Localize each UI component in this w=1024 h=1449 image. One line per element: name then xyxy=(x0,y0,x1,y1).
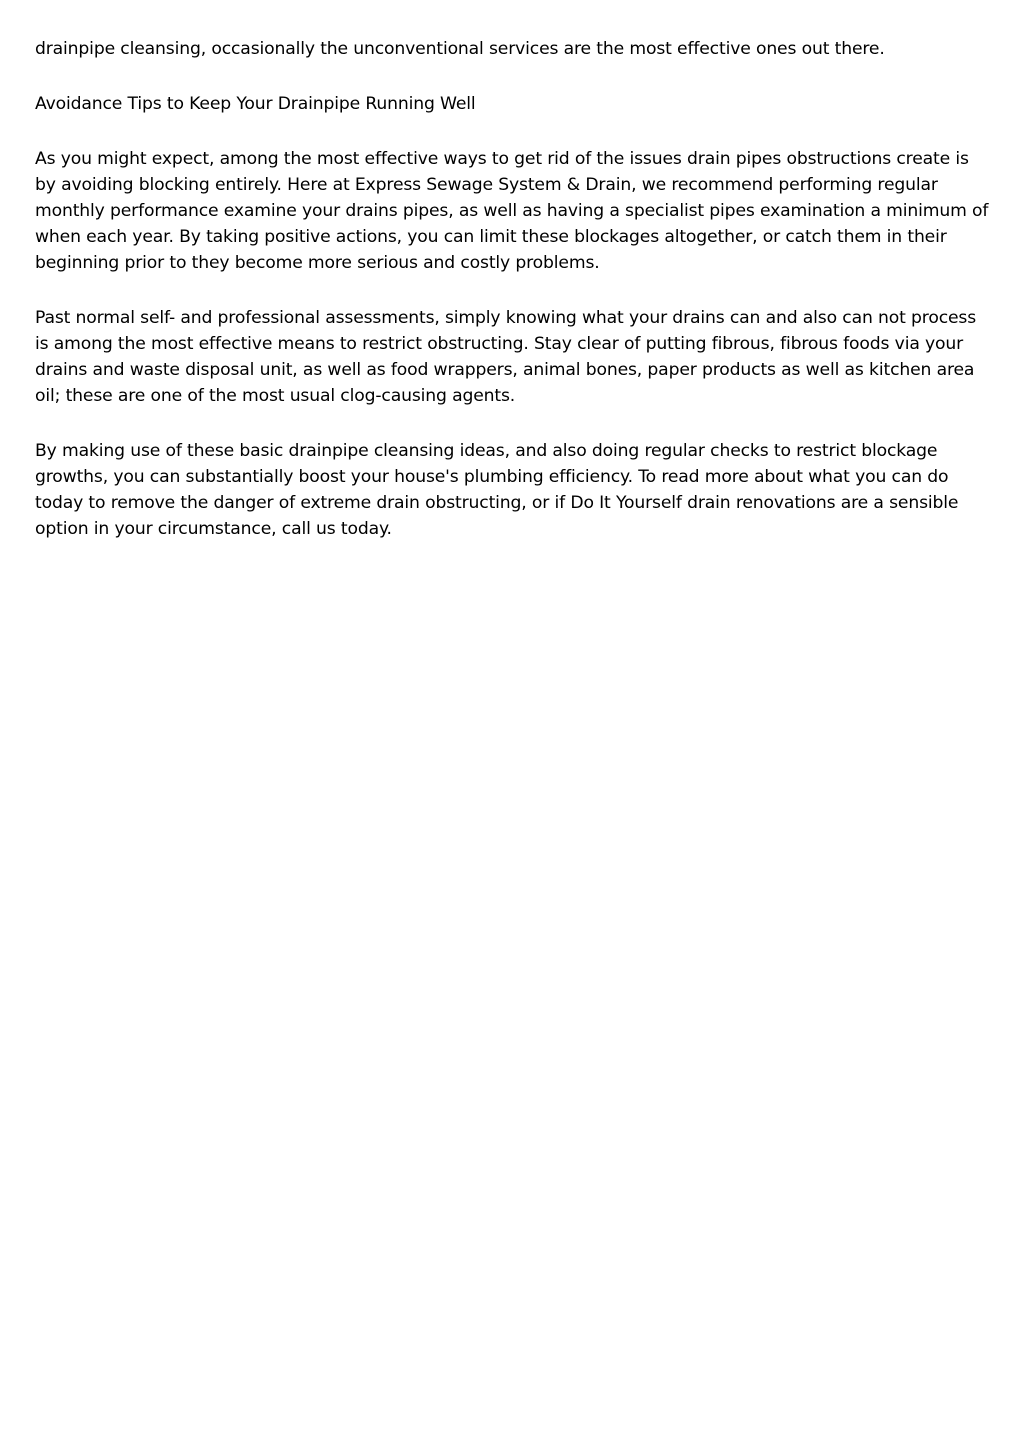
paragraph-prevention: As you might expect, among the most effective ways to get rid of the issues drain pipes obstructions create is by avoiding blocking entirely. Here at Express Sewage System & Drain, we recommend performing regular monthly performance examine your drains pipes, as well as having a specialist pipes examination a minimum of when each year. By taking positive actions, you can limit these blockages altogether, or catch them in their beginning prior to they become more serious and costly problems. xyxy=(35,149,989,273)
paragraph-what-not-to-drain: Past normal self- and professional assessments, simply knowing what your drains can and also can not process is among the most effective means to restrict obstructing. Stay clear of putting fibrous, fibrous foods via your drains and waste disposal unit, as well as food wrappers, animal bones, paper products as well as kitchen area oil; these are one of the most usual clog-causing agents. xyxy=(35,308,977,406)
paragraph-intro-continuation: drainpipe cleansing, occasionally the unconventional services are the most effective ones out there. xyxy=(35,39,885,59)
document-page xyxy=(35,36,990,571)
section-heading: Avoidance Tips to Keep Your Drainpipe Running Well xyxy=(35,94,476,114)
paragraph-conclusion: By making use of these basic drainpipe cleansing ideas, and also doing regular checks to restrict blockage growths, you can substantially boost your house's plumbing efficiency. To read more about what you can do today to remove the danger of extreme drain obstructing, or if Do It Yourself drain renovations are a sensible option in your circumstance, call us today. xyxy=(35,441,959,539)
